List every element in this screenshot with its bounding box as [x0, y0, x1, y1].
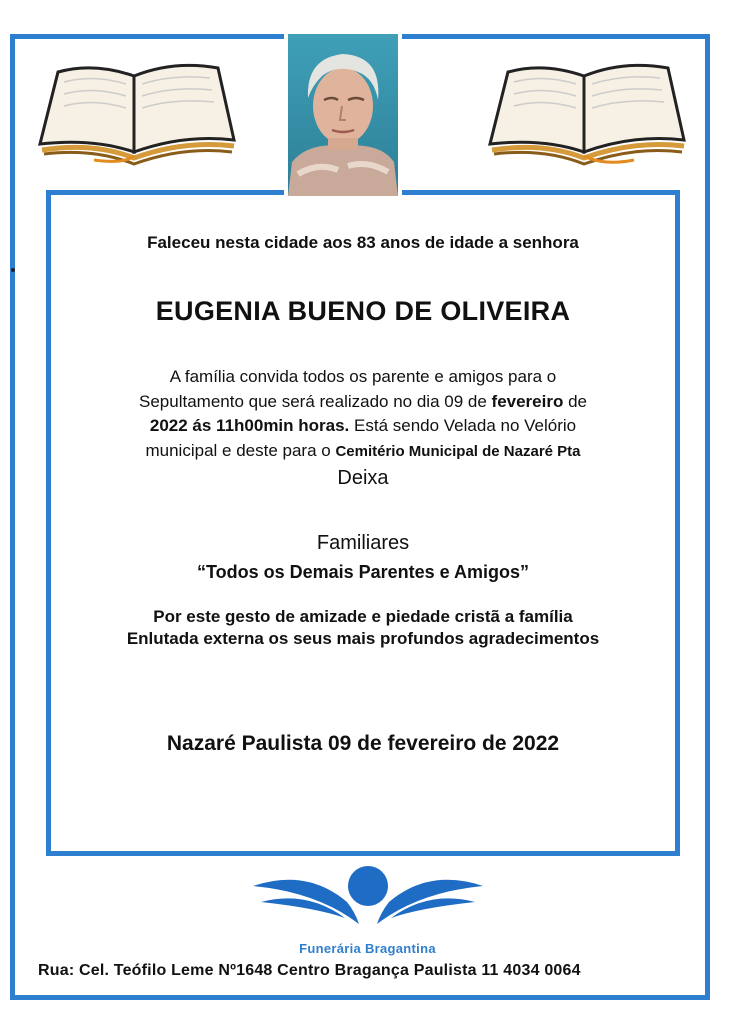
leaves-label: Deixa [337, 467, 389, 489]
portrait-photo [284, 30, 402, 200]
scan-speck [11, 268, 15, 272]
thanks-line-1: Por este gesto de amizade e piedade cristã a família [153, 607, 573, 626]
intro-text: Faleceu nesta cidade aos 83 anos de idade a senhora [147, 233, 579, 252]
paragraph-line-2: Sepultamento que será realizado no dia 09 de fevereiro de [139, 391, 587, 411]
thanks-message [46, 606, 680, 650]
funeral-home-logo-icon [247, 862, 489, 940]
family-label: Familiares [316, 532, 410, 554]
thanks-line-2: Enlutada externa os seus mais profundos agradecimentos [126, 629, 600, 648]
paragraph-line-3: 2022 ás 11h00min horas. Está sendo Velada no Velório [149, 416, 577, 435]
paragraph-line-4: municipal e deste para o Cemitério Municipal de Nazaré Pta [145, 440, 581, 460]
open-bible-icon [484, 52, 689, 170]
open-bible-icon [34, 52, 239, 170]
brand-name: Funerária Bragantina [299, 941, 436, 956]
place-date: Nazaré Paulista 09 de fevereiro de 2022 [166, 732, 560, 755]
paragraph-line-1: A família convida todos os parente e amigos para o [169, 367, 557, 386]
address-line: Rua: Cel. Teófilo Leme Nº1648 Centro Bragança Paulista 11 4034 0064 [38, 962, 581, 979]
deceased-name: EUGENIA BUENO DE OLIVEIRA [155, 296, 571, 326]
funeral-info-paragraph [46, 365, 680, 464]
inner-border-frame [46, 190, 680, 856]
family-quote: “Todos os Demais Parentes e Amigos” [196, 562, 530, 582]
